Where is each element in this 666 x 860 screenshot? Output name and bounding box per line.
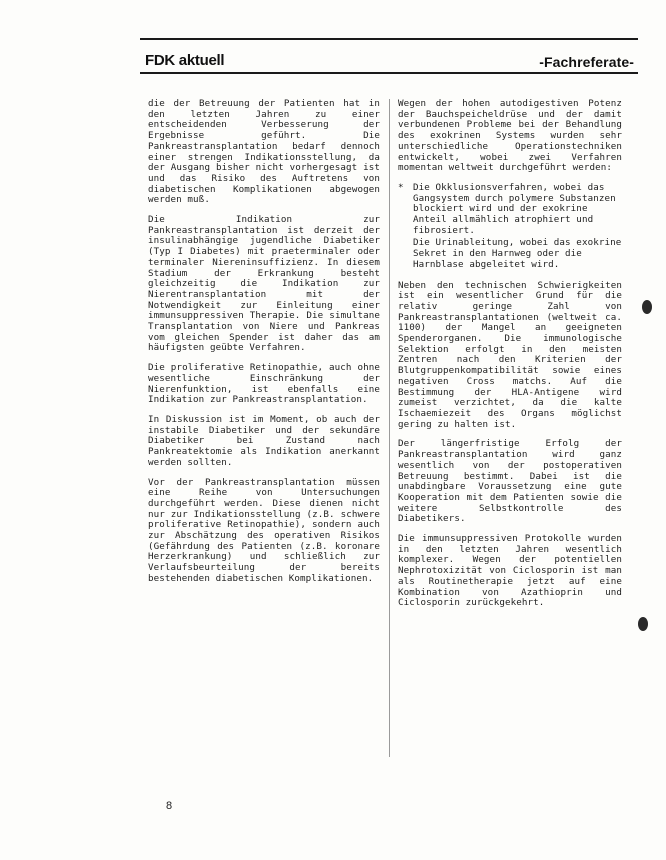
bullet-text: Die Okklusionsverfahren, wobei das Gangsystem durch polymere Substanzen blockiert wird und der exokrine Anteil allmählich atrophiert und fibrosiert. bbox=[413, 181, 616, 236]
header-left-title: FDK aktuell bbox=[145, 52, 225, 69]
header-bottom-rule bbox=[140, 72, 638, 74]
left-paragraph: Vor der Pankreastransplantation müssen eine Reihe von Untersuchungen durchgeführt werden. Diese dienen nicht nur zur Indikationsstellung (z.B. schwere proliferative Retinopathie), sondern auch zur Abschätzung des operativen Risikos (Gefährdung des Patienten (z.B. koronare Herzerkrankung) und schließlich zur Verlaufsbeurteilung der bereits bestehenden diabetischen Komplikationen. bbox=[148, 476, 380, 584]
right-intro-paragraph: Wegen der hohen autodigestiven Potenz der Bauchspeicheldrüse und der damit verbundenen Probleme bei der Behandlung des exokrinen Systems wurden sehr unterschiedliche Operationstechniken entwickelt, wobei zwei Verfahren momentan weltweit durchgeführt werden: bbox=[398, 98, 622, 174]
page-number: 8 bbox=[166, 800, 173, 812]
bullet-mark: * bbox=[398, 181, 404, 193]
column-divider bbox=[389, 99, 390, 757]
bullet-item bbox=[398, 238, 622, 270]
left-paragraph: Die Indikation zur Pankreastransplantation ist derzeit der insulinabhängige jugendliche Diabetiker (Typ I Diabetes) mit praeterminaler oder terminaler Niereninsuffizienz. In diesem Stadium der Erkrankung besteht gleichzeitig die Indikation zur Nierentransplantation mit der Notwendigkeit zur Einleitung einer immunsuppressiven Therapie. Die simultane Transplantation von Niere und Pankreas vom gleichen Spender ist daher das am häufigsten geübte Verfahren. bbox=[148, 214, 380, 354]
bullet-item bbox=[398, 183, 622, 237]
bullet-list bbox=[398, 183, 622, 271]
right-paragraph: Neben den technischen Schwierigkeiten ist ein wesentlicher Grund für die relativ geringe Zahl von Pankreastransplantationen (weltweit ca. 1100) der Mangel an geeigneten Spenderorganen. Die immunologische Selektion erfolgt in den meisten Zentren nach den Kriterien der Blutgruppenkompatibilität sowie eines negativen Cross matchs. Auf die Bestimmung der HLA-Antigene wird zumeist verzichtet, da die kalte Ischaemiezeit des Organs möglichst gering zu halten ist. bbox=[398, 279, 622, 430]
header-right-title: -Fachreferate- bbox=[539, 54, 634, 70]
right-column bbox=[398, 99, 622, 618]
left-paragraph: Die proliferative Retinopathie, auch ohne wesentliche Einschränkung der Nierenfunktion, ist ebenfalls eine Indikation zur Pankreastransplantation. bbox=[148, 362, 380, 406]
right-paragraph: Die immunsuppressiven Protokolle wurden in den letzten Jahren wesentlich komplexer. Wegen der potentiellen Nephrotoxizität von Ciclosporin ist man als Routinetherapie jetzt auf eine Kombination von Azathioprin und Ciclosporin zurückgekehrt. bbox=[398, 533, 622, 609]
left-column bbox=[148, 99, 380, 594]
left-paragraph: In Diskussion ist im Moment, ob auch der instabile Diabetiker und der sekundäre Diabetiker bei Zustand nach Pankreatektomie als Indikation anerkannt werden sollten. bbox=[148, 413, 380, 468]
bullet-text: Die Urinableitung, wobei das exokrine Sekret in den Harnweg oder die Harnblase abgeleitet wird. bbox=[413, 237, 622, 270]
right-paragraph: Der längerfristige Erfolg der Pankreastransplantation wird ganz wesentlich von der postoperativen Betreuung bestimmt. Dabei ist die unabdingbare Voraussetzung eine gute Kooperation mit dem Patienten sowie die weitere Selbstkontrolle des Diabetikers. bbox=[398, 438, 622, 525]
punch-hole bbox=[642, 300, 652, 314]
header-top-rule bbox=[140, 38, 638, 40]
punch-hole bbox=[638, 617, 648, 631]
left-paragraph: die der Betreuung der Patienten hat in den letzten Jahren zu einer entscheidenden Verbesserung der Ergebnisse geführt. Die Pankreastransplantation bedarf dennoch einer strengen Indikationsstellung, da der Ausgang bisher nicht vorhergesagt ist und das Risiko des Auftretens von diabetischen Komplikationen abgewogen werden muß. bbox=[148, 98, 380, 206]
